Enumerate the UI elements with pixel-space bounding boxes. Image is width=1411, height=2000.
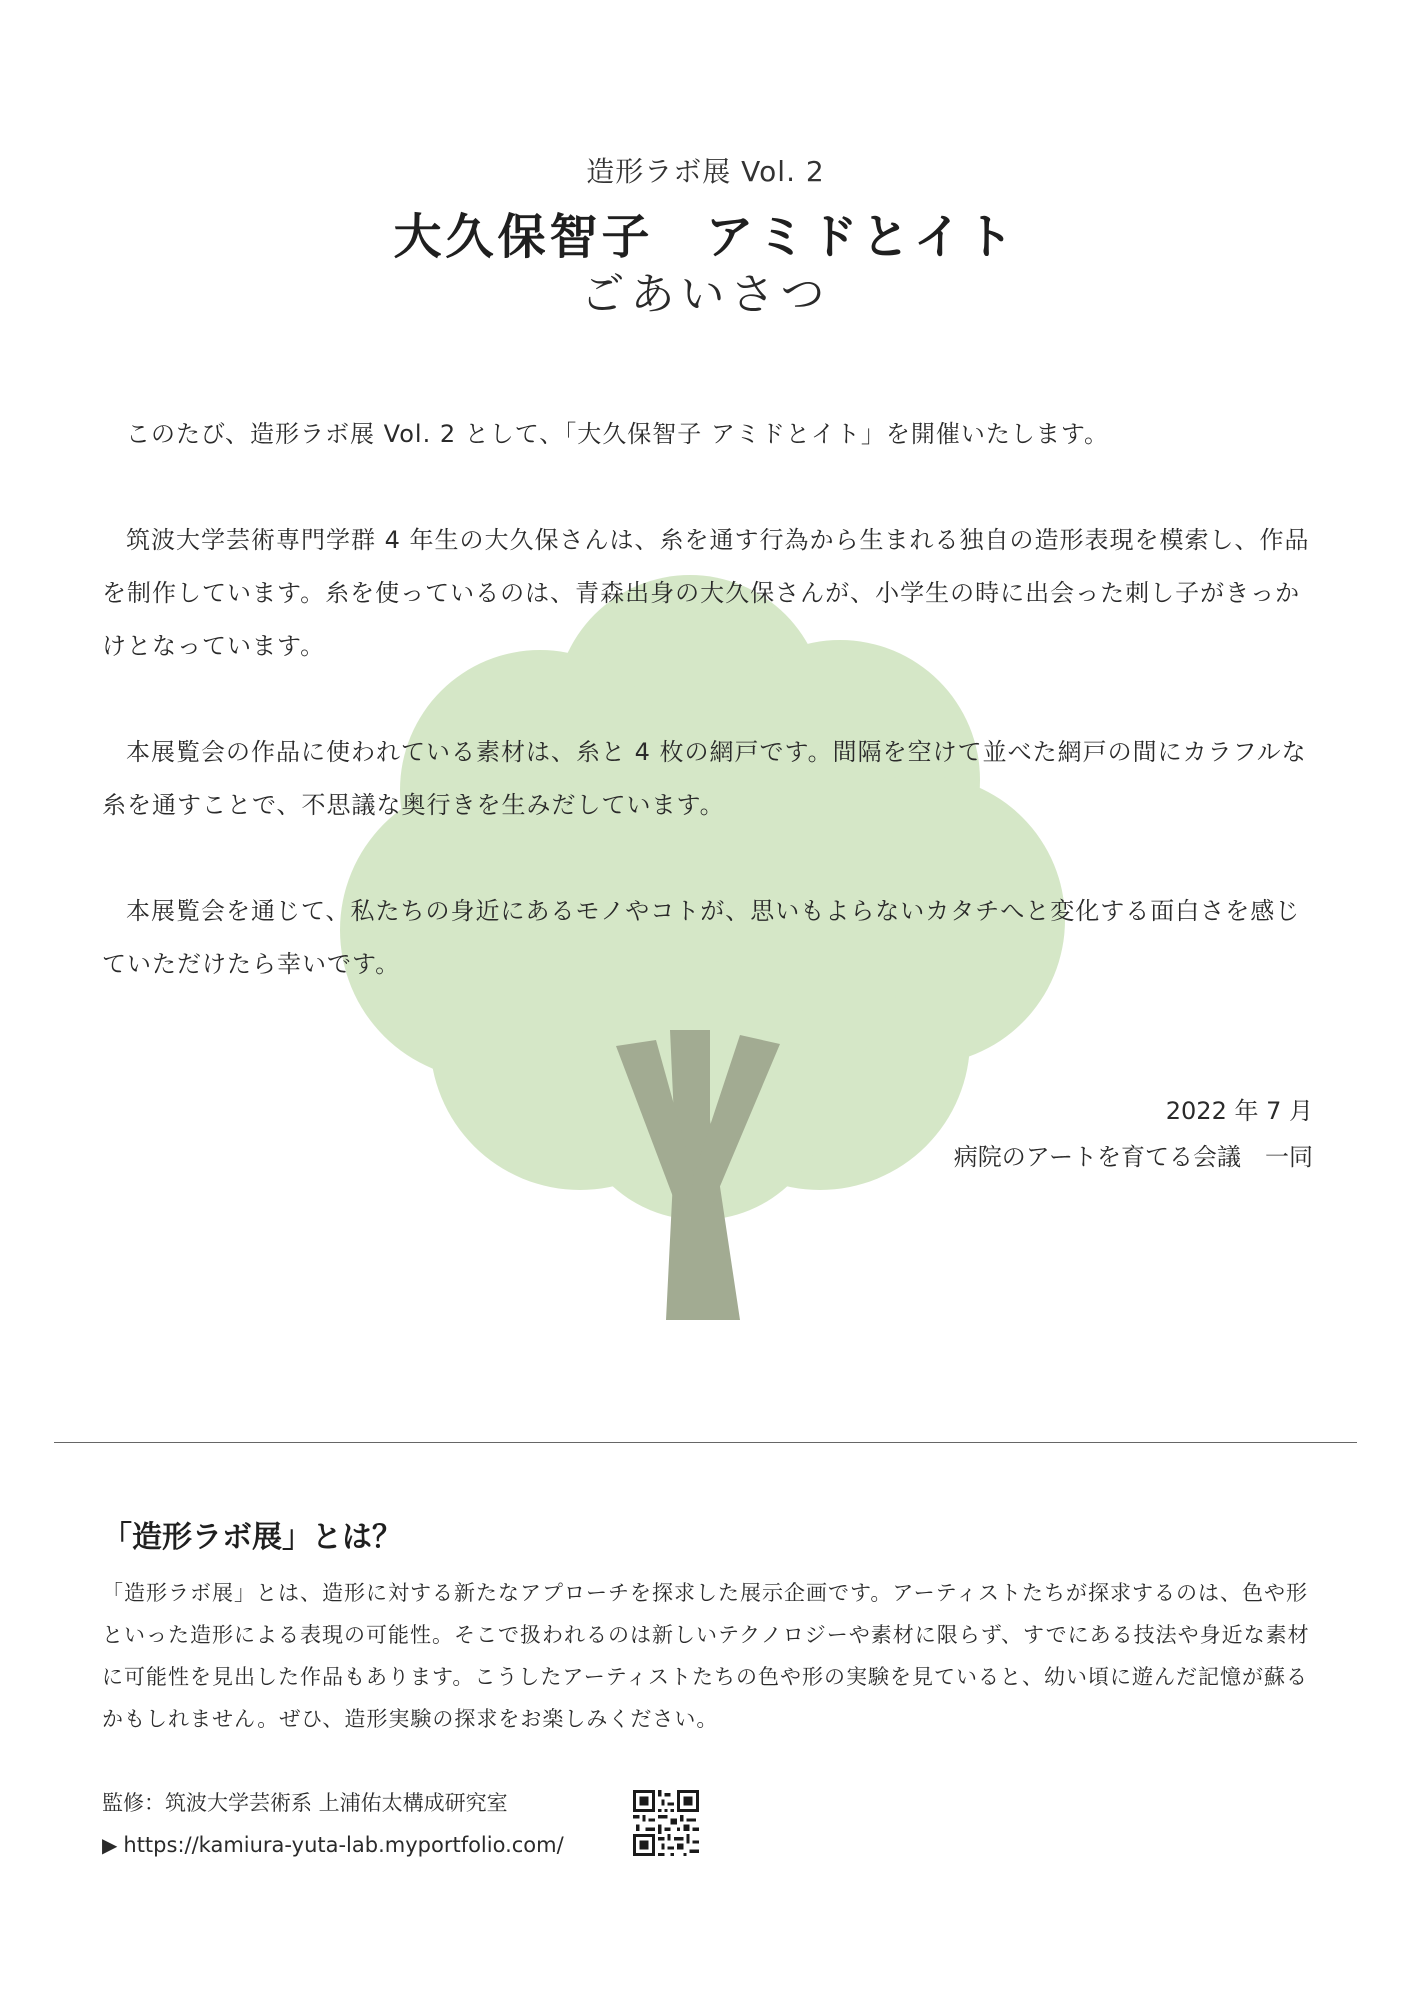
page-title: 大久保智子 アミドとイト	[393, 209, 1018, 265]
greeting-paragraph: このたび、造形ラボ展 Vol. 2 として、「大久保智子 アミドとイト」を開催いたします。	[126, 420, 1109, 448]
greeting-paragraph: 本展覧会を通じて、私たちの身近にあるモノやコトが、思いもよらないカタチへと変化する面白さを感じていただけたら幸いです。	[102, 897, 1301, 978]
lab-url-link[interactable]: https://kamiura-yuta-lab.myportfolio.com/	[123, 1833, 564, 1857]
about-body: 「造形ラボ展」とは、造形に対する新たなアプローチを探求した展示企画です。アーティストたちが探求するのは、色や形といった造形による表現の可能性。そこで扱われるのは新しいテクノロジーや素材に限らず、すでにある技法や身近な素材に可能性を見出した作品もあります。こうしたアーティストたちの色や形の実験を見ていると、幼い頃に遊んだ記憶が蘇るかもしれません。ぜひ、造形実験の探求をお楽しみください。	[102, 1581, 1310, 1731]
about-heading: 「造形ラボ展」とは？	[102, 1520, 402, 1555]
greeting-paragraph: 筑波大学芸術専門学群 4 年生の大久保さんは、糸を通す行為から生まれる独自の造形表現を模索し、作品を制作しています。糸を使っているのは、青森出身の大久保さんが、小学生の時に出会った刺し子がきっかけとなっています。	[102, 526, 1310, 660]
qr-code-icon	[633, 1790, 699, 1856]
greeting-body	[102, 408, 1312, 1044]
credit-block	[102, 1782, 564, 1866]
greeting-signature: 病院のアートを育てる会議 一同	[953, 1143, 1313, 1171]
credit-link-row[interactable]	[102, 1824, 564, 1866]
supervision-text: 監修：筑波大学芸術系 上浦佑太構成研究室	[102, 1791, 508, 1815]
series-label: 造形ラボ展 Vol. 2	[586, 155, 825, 188]
page-subtitle: ごあいさつ	[580, 269, 831, 320]
greeting-date: 2022 年 7 月	[1165, 1097, 1313, 1125]
arrow-right-icon: ▶	[102, 1833, 118, 1857]
greeting-paragraph: 本展覧会の作品に使われている素材は、糸と 4 枚の網戸です。間隔を空けて並べた網戸の間にカラフルな糸を通すことで、不思議な奥行きを生みだしています。	[102, 738, 1307, 819]
signature-block	[954, 1088, 1313, 1180]
section-divider	[54, 1442, 1357, 1443]
